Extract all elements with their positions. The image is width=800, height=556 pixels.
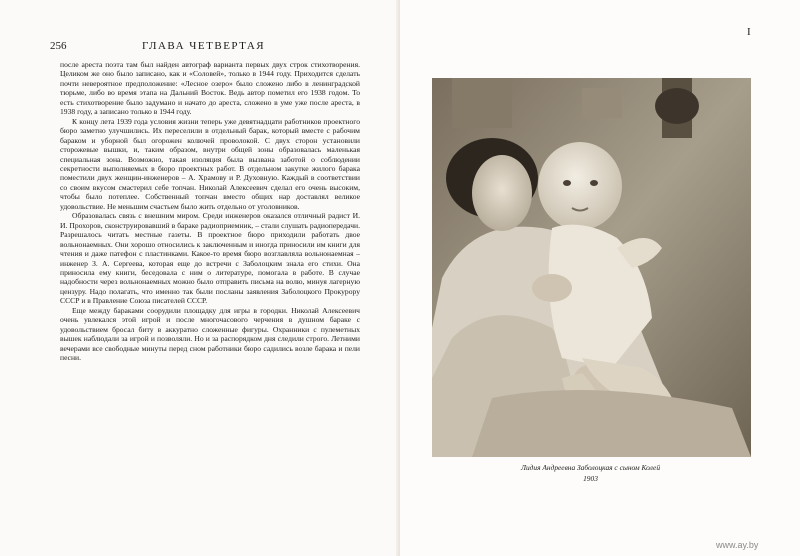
photo-caption: Лидия Андреевна Заболоцкая с сыном Колей (520, 463, 661, 472)
paragraph: после ареста поэта там был найден автограф варианта первых двух строк стихотворения. Целиком же оно было записано, как и «Соловей», только в 1944 году. Приходится сделать почти невероятное предположение: «Лесное озеро» было сложено либо в ленинградской тюрьме, либо во время этапа на Дальний Восток. Ведь автор пометил его 1938 годом. То есть стихотворение было задумано и начато до ареста, сложено в уме уже после ареста, в 1938 году, а записано только в 1944 году. (60, 60, 360, 117)
portrait-photo (432, 78, 751, 457)
chapter-title: ГЛАВА ЧЕТВЕРТАЯ (142, 40, 266, 52)
paragraph: Образовалась связь с внешним миром. Среди инженеров оказался отличный радист И. И. Прохоров, сконструировавший в бараке радиоприемник, – стали слушать радиопередачи. Разрешалось читать местные газеты. В проектное бюро приходили работать двое вольнонаемных. Они хорошо относились к заключенным и иногда приносили им книги для чтения и даже патефон с пластинками. Какое-то время бюро возглавляла вольнонаемная – инженер З. А. Сергеева, которая еще до встречи с Заболоцким знала его стихи. Она приносила ему книги, беседовала с ним о литературе, помогала в работе. В случае надобности через вольнонаемных можно было отправить письма на волю, минуя лагерную цензуру. Надо полагать, что именно так были посланы заявления Заболоцкого Прокурору СССР и в Правление Союза писателей СССР. (60, 211, 360, 306)
watermark: www.ay.by (716, 540, 759, 550)
body-text (60, 60, 360, 520)
page-number: 256 (50, 40, 67, 52)
photo-caption-year: 1903 (583, 474, 598, 483)
paragraph: К концу лета 1939 года условия жизни теперь уже девятнадцати работников проектного бюро заметно улучшились. Их переселили в отдельный барак, который вместе с рабочим бараком и уборной был огорожен колючей проволокой. С двух сторон установили сторожевые вышки, и, таким образом, внутри общей зоны образовалась маленькая специальная зона. Возможно, такая изоляция была вызвана заботой о соблюдении секретности выполняемых в бюро проектных работ. В отдельном закутке жилого барака поместили двух женщин-инженеров – А. Храмову и Р. Духовную. Каждый в соответствии со своим вкусом смастерил себе топчан. Николай Алексеевич сделал его очень высоким, чтобы было потеплее. Собственный топчан вместо общих нар доставлял великое удовольствие. Не меньшим счастьем было жить отдельно от уголовников. (60, 116, 360, 211)
paragraph: Еще между бараками соорудили площадку для игры в городки. Николай Алексеевич очень увлекался этой игрой и после многочасового черчения в душном бараке с удовольствием бросал биту в аккуратно сложенные фигуры. Охранники с пулеметных вышек наблюдали за игрой и позволяли. Но и за распорядком дня следили строго. Летними вечерами все свободные минуты перед сном работники бюро садились возле барака и пели песни. (60, 305, 360, 363)
corner-mark: I (747, 26, 751, 38)
